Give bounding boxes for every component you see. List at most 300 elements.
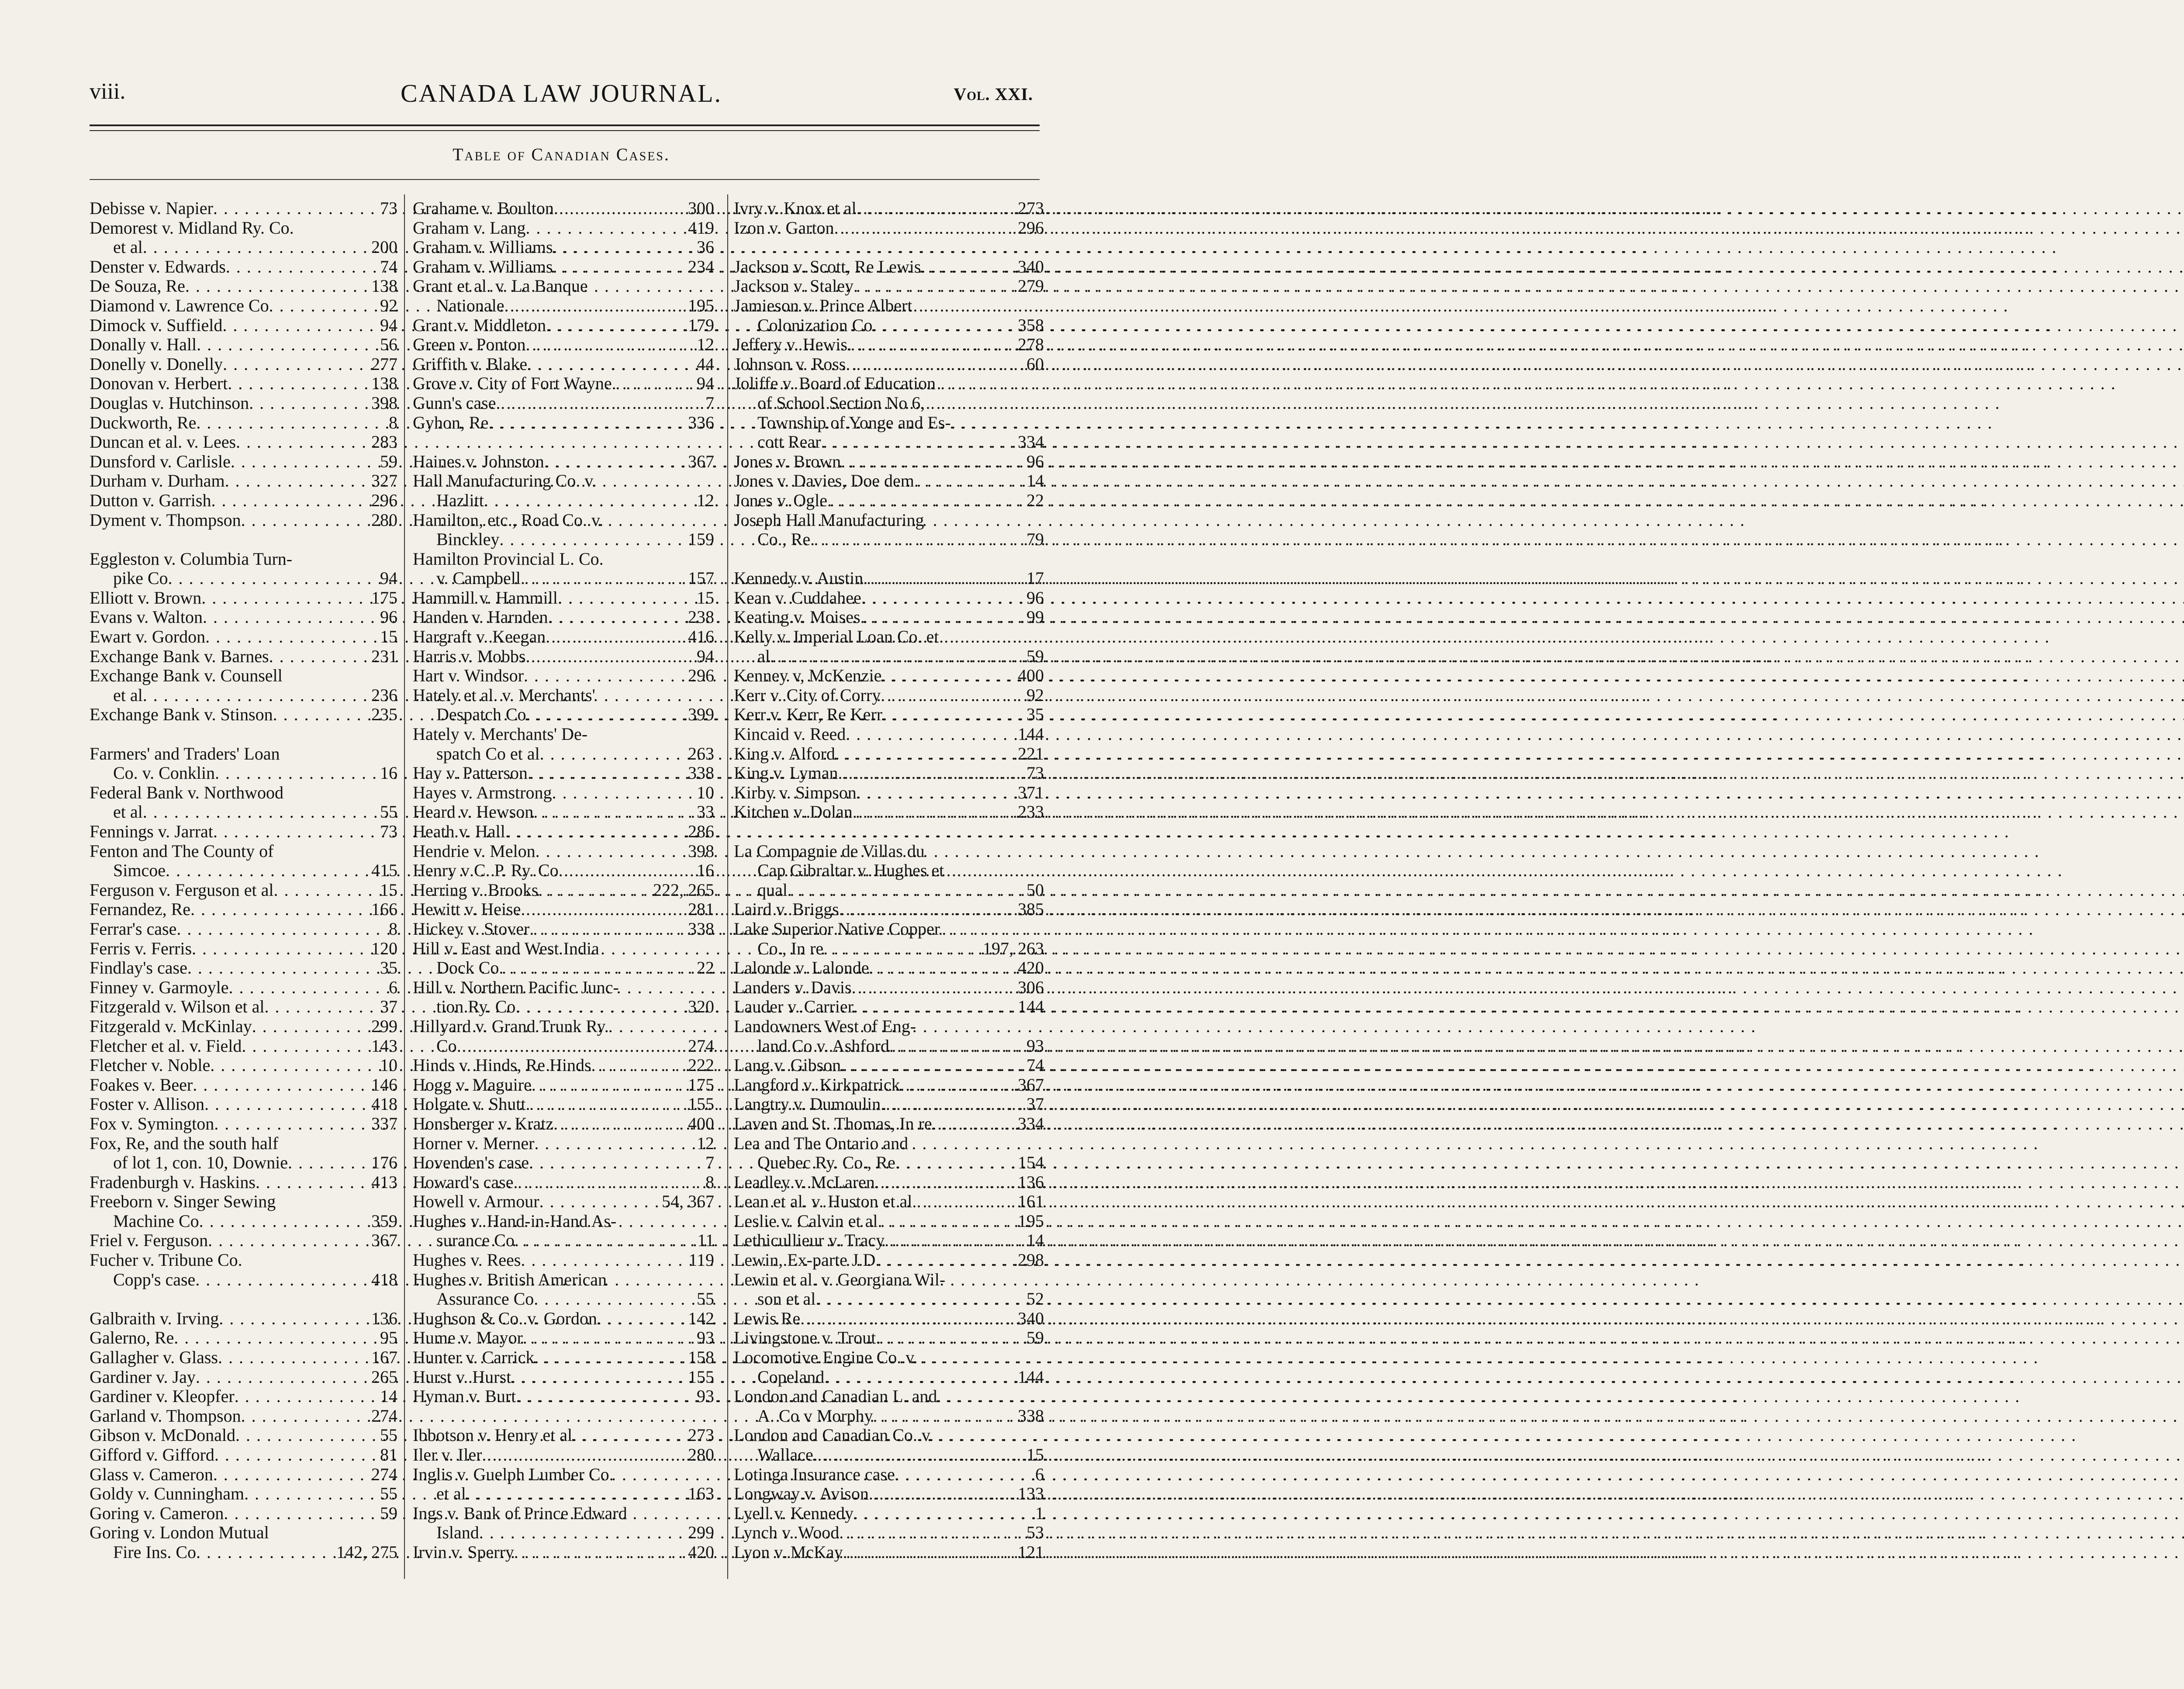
case-entry — [413, 1134, 714, 1154]
page-reference: 94 — [380, 568, 397, 588]
page-reference: 12 — [697, 335, 714, 355]
case-name: Harris v. Mobbs — [413, 646, 526, 666]
dot-leader — [210, 1056, 377, 1075]
dot-leader — [538, 881, 650, 900]
case-name: Landers v. Davis — [734, 977, 852, 997]
case-name: De Souza, Re — [90, 276, 185, 296]
case-name: Demorest v. Midland Ry. Co. — [90, 218, 294, 238]
case-name: Dimock v. Suffield — [90, 315, 223, 335]
case-name: Laird v. Briggs — [734, 899, 839, 919]
case-name: spatch Co et al — [436, 743, 540, 763]
page-reference: 298 — [1018, 1250, 1044, 1270]
case-entry — [413, 1465, 714, 1485]
case-entry — [413, 627, 714, 647]
dot-leader — [591, 1056, 685, 1075]
case-name: Co — [436, 1036, 457, 1056]
dot-leader — [526, 1095, 686, 1114]
case-entry — [90, 1426, 397, 1445]
case-entry — [734, 1134, 1044, 1154]
case-name: Gyhon, Re — [413, 412, 489, 432]
case-name: Graham v. Williams — [413, 256, 553, 276]
case-name: Johnson v. Ross — [734, 354, 846, 374]
dot-leader — [224, 1504, 377, 1523]
case-name: Langford v. Kirkpatrick — [734, 1074, 900, 1095]
page-reference: 79 — [1026, 529, 1044, 549]
case-name: Haines v. Johnston — [413, 451, 544, 471]
case-name: Heard v. Hewson — [413, 802, 534, 822]
case-column-1 — [90, 199, 397, 1579]
page-reference: 420 — [688, 1542, 714, 1562]
case-entry — [734, 919, 1044, 939]
case-entry — [734, 783, 1044, 803]
case-entry — [734, 1212, 1044, 1231]
dot-leader — [838, 763, 1024, 783]
case-entry — [90, 881, 397, 900]
case-entry — [90, 1387, 397, 1406]
page-reference: 340 — [1018, 256, 1044, 276]
page-reference: 158 — [688, 1347, 714, 1368]
case-name: Fox, Re, and the south half — [90, 1133, 279, 1153]
dot-leader — [143, 802, 377, 822]
case-entry — [734, 1426, 1044, 1445]
case-entry — [413, 257, 714, 277]
case-name: Donovan v. Herbert — [90, 373, 228, 394]
dot-leader — [225, 471, 369, 491]
case-name: Hayes v. Armstrong — [413, 782, 552, 802]
dot-leader — [211, 491, 369, 511]
case-name: Handen v. Harnden — [413, 607, 548, 627]
case-entry — [90, 1270, 397, 1290]
page-reference: 179 — [688, 315, 714, 335]
page-reference: 385 — [1018, 899, 1044, 919]
case-name: Nationale — [436, 295, 505, 315]
dot-leader — [846, 725, 1015, 744]
page-reference: 52 — [1026, 1289, 1044, 1309]
case-entry — [90, 588, 397, 608]
case-entry — [90, 316, 397, 335]
case-entry — [413, 1289, 714, 1309]
case-name: Gunn's case — [413, 393, 496, 413]
case-entry — [90, 763, 397, 783]
page-reference: 231 — [371, 646, 397, 666]
page-reference: 306 — [1018, 977, 1044, 997]
case-entry — [413, 569, 714, 588]
case-name: Henry v C. P. Ry. Co — [413, 860, 559, 881]
case-name: Gardiner v. Jay — [90, 1367, 196, 1387]
case-entry — [90, 1406, 397, 1426]
case-entry — [413, 296, 714, 316]
page-reference: 222 — [688, 1055, 714, 1075]
case-name: Hately v. Merchants' De- — [413, 724, 588, 744]
page-reference: 15 — [1026, 1445, 1044, 1464]
dot-leader — [185, 276, 369, 296]
case-name: Kitchen v. Dolan — [734, 802, 853, 822]
case-name: King v. Alford — [734, 743, 835, 763]
case-name: Laven and St. Thomas, In re — [734, 1113, 932, 1133]
case-name: Kirby v. Simpson — [734, 782, 857, 802]
case-entry — [90, 276, 397, 296]
case-entry — [734, 1114, 1044, 1134]
dot-leader — [839, 900, 1015, 919]
case-name: Lang v. Gibson — [734, 1055, 841, 1075]
dot-leader — [168, 569, 377, 588]
dot-leader — [526, 647, 695, 667]
case-name: Hughes v. Rees — [413, 1250, 521, 1270]
page-reference: 221 — [1018, 743, 1044, 763]
case-entry — [413, 394, 714, 413]
case-entry — [413, 335, 714, 355]
dot-leader — [269, 647, 369, 667]
dot-leader — [482, 1445, 685, 1465]
page-reference: 7 — [705, 1153, 714, 1173]
page-reference: 15 — [380, 880, 397, 900]
case-entry — [734, 939, 1044, 959]
page-reference: 296 — [1018, 218, 1044, 238]
dot-leader — [875, 1173, 1015, 1192]
dot-leader — [515, 1231, 695, 1250]
page-reference: 59 — [1026, 1328, 1044, 1348]
case-name: Machine Co — [113, 1211, 199, 1231]
page-reference: 81 — [380, 1445, 397, 1464]
page-reference: 93 — [1026, 1036, 1044, 1056]
case-name: Freeborn v. Singer Sewing — [90, 1192, 276, 1212]
case-name: Eggleston v. Columbia Turn- — [90, 549, 293, 569]
dot-leader — [895, 1153, 1015, 1173]
page-reference: 273 — [688, 1425, 714, 1445]
page-reference: 54, 367 — [662, 1192, 714, 1212]
case-entry — [413, 218, 714, 238]
dot-leader — [499, 958, 694, 978]
dot-leader — [834, 218, 1015, 238]
case-entry — [413, 238, 714, 257]
case-entry — [413, 1056, 714, 1075]
case-entry — [90, 958, 397, 978]
case-name: Donally v. Hall — [90, 335, 197, 355]
page-reference: 35 — [1026, 705, 1044, 725]
dot-leader — [854, 1504, 1033, 1523]
page-reference: 142, 275 — [336, 1542, 397, 1562]
dot-leader — [554, 199, 685, 218]
case-entry — [734, 588, 1044, 608]
case-entry — [90, 1309, 397, 1329]
case-entry — [413, 997, 714, 1017]
case-name: Ings v. Bank of Prince Edward — [413, 1503, 627, 1523]
case-entry — [734, 997, 1044, 1017]
dot-leader — [222, 316, 377, 335]
case-name: Lewin, Ex-parte J.D — [734, 1250, 876, 1270]
case-entry — [734, 725, 1044, 744]
case-entry — [413, 725, 714, 744]
dot-leader — [208, 1231, 369, 1250]
case-name: Fletcher et al. v. Field — [90, 1036, 242, 1056]
case-name: Hume v. Mayor — [413, 1328, 523, 1348]
case-name: Kerr v. City of Corry — [734, 685, 881, 705]
case-name: Foster v. Allison — [90, 1094, 204, 1114]
case-name: Dock Co — [436, 958, 499, 978]
case-entry — [734, 705, 1044, 725]
case-entry — [734, 842, 1044, 861]
dot-leader — [544, 452, 685, 472]
case-entry — [734, 276, 1044, 296]
case-name: Douglas v. Hutchinson — [90, 393, 249, 413]
case-entry — [90, 1523, 397, 1543]
case-entry — [413, 744, 714, 764]
case-name: et al — [113, 237, 143, 257]
case-entry — [734, 861, 1044, 881]
case-name: tion Ry. Co — [436, 997, 516, 1017]
case-name: Locomotive Engine Co. v. — [734, 1347, 918, 1368]
header-rule-thin — [90, 130, 1040, 131]
case-entry — [413, 1250, 714, 1270]
case-entry — [413, 1095, 714, 1114]
case-name: Kerr v. Kerr, Re Kerr — [734, 705, 883, 725]
case-name: Kennedy v. Austin — [734, 568, 864, 588]
page-reference: 11 — [697, 1230, 714, 1250]
dot-leader — [273, 705, 369, 725]
case-entry — [90, 296, 397, 316]
case-entry — [90, 1368, 397, 1387]
case-name: Ferrar's case — [90, 919, 177, 939]
case-entry — [413, 1368, 714, 1387]
page-reference: 142 — [688, 1308, 714, 1328]
case-entry — [734, 744, 1044, 764]
case-name: Hickey v. Stover — [413, 919, 530, 939]
case-entry — [413, 881, 714, 900]
case-name: al — [757, 646, 770, 666]
case-entry — [734, 666, 1044, 686]
section-rule — [90, 179, 1040, 180]
dot-leader — [499, 530, 685, 549]
case-name: Graham v. Williams — [413, 237, 553, 257]
case-entry — [90, 569, 397, 588]
case-name: Kenney v, McKenzie — [734, 666, 882, 686]
case-name: Glass v. Cameron — [90, 1464, 213, 1484]
dot-leader — [881, 1095, 1024, 1114]
case-name: Landowners West of Eng- — [734, 1016, 916, 1036]
page-reference: 44 — [697, 354, 714, 374]
dot-leader — [193, 1075, 369, 1095]
case-name: Gifford v. Gifford — [90, 1445, 214, 1464]
page-reference: 279 — [1018, 276, 1044, 296]
page-reference: 8 — [389, 919, 397, 939]
page-reference: 10 — [697, 782, 714, 802]
dot-leader — [488, 413, 685, 433]
page-reference: 121 — [1018, 1542, 1044, 1562]
page-reference: 413 — [371, 1172, 397, 1192]
case-entry — [90, 335, 397, 355]
page-reference: 155 — [688, 1094, 714, 1114]
page-reference: 73 — [1026, 763, 1044, 783]
dot-leader — [881, 666, 1015, 686]
case-entry — [413, 374, 714, 394]
case-name: Hamilton, etc., Road Co. v. — [413, 510, 604, 530]
page-reference: 400 — [688, 1113, 714, 1133]
page-reference: 299 — [688, 1523, 714, 1543]
page-reference: 274 — [371, 1406, 397, 1426]
case-entry — [90, 842, 397, 861]
page-reference: 278 — [1018, 335, 1044, 355]
case-name: qual — [757, 880, 788, 900]
case-entry — [90, 686, 397, 705]
page-reference: 93 — [697, 1386, 714, 1406]
case-name: Hargraft v. Keegan — [413, 627, 546, 647]
case-entry — [734, 355, 1044, 374]
page-reference: 175 — [371, 587, 397, 608]
page-reference: 274 — [688, 1036, 714, 1056]
dot-leader — [824, 1368, 1015, 1387]
page-reference: 136 — [371, 1308, 397, 1328]
dot-leader — [770, 647, 1024, 667]
case-name: Grant et al. v. La Banque — [413, 276, 588, 296]
page-reference: 10 — [380, 1055, 397, 1075]
page-reference: 15 — [380, 627, 397, 647]
page-reference: 334 — [1018, 432, 1044, 452]
case-entry — [734, 218, 1044, 238]
page-reference: 161 — [1018, 1192, 1044, 1212]
case-name: Iler v. Iler — [413, 1445, 482, 1464]
case-name: Federal Bank v. Northwood — [90, 782, 283, 802]
case-entry — [734, 1231, 1044, 1250]
page-reference: 415 — [371, 860, 397, 881]
page-reference: 334 — [1018, 1113, 1044, 1133]
case-name: A. Co v Morphy — [757, 1406, 873, 1426]
case-name: Simcoe — [113, 860, 166, 881]
dot-leader — [853, 802, 1015, 822]
dot-leader — [484, 491, 694, 511]
case-name: Hately et al. v. Merchants' — [413, 685, 595, 705]
page-reference: 59 — [380, 451, 397, 471]
page-reference: 22 — [1026, 490, 1044, 510]
dot-leader — [242, 1036, 369, 1056]
dot-leader — [885, 1231, 1024, 1250]
page-reference: 155 — [688, 1367, 714, 1387]
case-entry — [734, 881, 1044, 900]
dot-leader — [546, 316, 685, 335]
case-name: Hurst v. Hurst — [413, 1367, 511, 1387]
case-name: Griffith v. Blake — [413, 354, 528, 374]
case-name: Ewart v. Gordon — [90, 627, 206, 647]
dot-leader — [553, 1114, 685, 1134]
case-name: Lewin et al. v. Georgiana Wil- — [734, 1269, 946, 1289]
case-name: Grove v. City of Fort Wayne — [413, 373, 612, 394]
dot-leader — [196, 1543, 334, 1562]
dot-leader — [534, 1348, 685, 1368]
case-name: Friel v. Ferguson — [90, 1230, 208, 1250]
page-reference: 143 — [371, 1036, 397, 1056]
case-entry — [90, 549, 397, 569]
case-name: Herring v. Brooks — [413, 880, 539, 900]
dot-leader — [513, 1173, 703, 1192]
page-reference: 12 — [697, 1133, 714, 1153]
case-entry — [90, 1153, 397, 1173]
page-reference: 175 — [688, 1074, 714, 1095]
case-entry — [734, 1504, 1044, 1523]
dot-leader — [269, 296, 377, 316]
case-entry — [90, 511, 397, 530]
case-name: Gibson v. McDonald — [90, 1425, 236, 1445]
page-reference: 37 — [1026, 1094, 1044, 1114]
page-reference: 336 — [688, 412, 714, 432]
dot-leader — [889, 1036, 1024, 1056]
dot-leader — [505, 822, 685, 842]
dot-leader — [265, 997, 377, 1017]
dot-leader — [214, 1445, 377, 1465]
case-entry — [734, 1328, 1044, 1348]
page-reference: 159 — [688, 529, 714, 549]
case-name: Lean et al. v. Huston et al — [734, 1192, 912, 1212]
case-entry — [734, 1348, 1044, 1368]
dot-leader — [228, 374, 369, 394]
case-entry — [413, 861, 714, 881]
case-entry — [90, 471, 397, 491]
page-reference: 73 — [380, 822, 397, 841]
case-name: Farmers' and Traders' Loan — [90, 743, 280, 763]
case-name: Hendrie v. Melon — [413, 841, 536, 861]
page-reference: 95 — [380, 1328, 397, 1348]
case-entry — [734, 802, 1044, 822]
case-entry — [734, 763, 1044, 783]
dot-leader — [882, 705, 1024, 725]
page-reference: 96 — [1026, 451, 1044, 471]
page-reference: 359 — [371, 1211, 397, 1231]
case-name: Ferris v. Ferris — [90, 938, 192, 958]
case-entry — [90, 1036, 397, 1056]
case-entry — [734, 1270, 1044, 1290]
dot-leader — [218, 1348, 369, 1368]
case-name: Fox v. Symington — [90, 1113, 214, 1133]
case-entry — [734, 316, 1044, 335]
case-name: Gallagher v. Glass — [90, 1347, 218, 1368]
case-entry — [413, 1212, 714, 1231]
case-entry — [413, 900, 714, 919]
page-reference: 167 — [371, 1347, 397, 1368]
page-reference: 367 — [1018, 1074, 1044, 1095]
dot-leader — [534, 1289, 694, 1309]
case-entry — [413, 686, 714, 705]
page-reference: 119 — [688, 1250, 714, 1270]
page-reference: 300 — [688, 198, 714, 218]
case-name: Co., In re — [757, 938, 824, 958]
case-entry — [90, 919, 397, 939]
case-entry — [734, 627, 1044, 647]
case-name: Hazlitt — [436, 490, 484, 510]
dot-leader — [479, 1523, 685, 1543]
case-name: Kincaid v. Reed — [734, 724, 846, 744]
case-entry — [413, 491, 714, 511]
case-entry — [413, 802, 714, 822]
dot-leader — [527, 355, 694, 374]
case-name: Exchange Bank v. Stinson — [90, 705, 273, 725]
page-reference: 195 — [688, 295, 714, 315]
page-reference: 338 — [688, 919, 714, 939]
case-entry — [734, 1192, 1044, 1212]
dot-leader — [846, 355, 1024, 374]
case-entry — [90, 1250, 397, 1270]
case-name: Copeland — [757, 1367, 825, 1387]
dot-leader — [912, 1192, 1015, 1212]
page-reference: 338 — [1018, 1406, 1044, 1426]
dot-leader — [143, 686, 369, 705]
case-entry — [90, 257, 397, 277]
case-name: of School Section No 6, — [757, 393, 925, 413]
dot-leader — [524, 666, 685, 686]
dot-leader — [523, 1328, 694, 1348]
header-rule-thick — [90, 124, 1040, 126]
case-entry — [734, 1309, 1044, 1329]
case-entry — [90, 1017, 397, 1036]
page-reference: 14 — [1026, 1230, 1044, 1250]
case-name: Goldy v. Cunningham — [90, 1484, 245, 1504]
